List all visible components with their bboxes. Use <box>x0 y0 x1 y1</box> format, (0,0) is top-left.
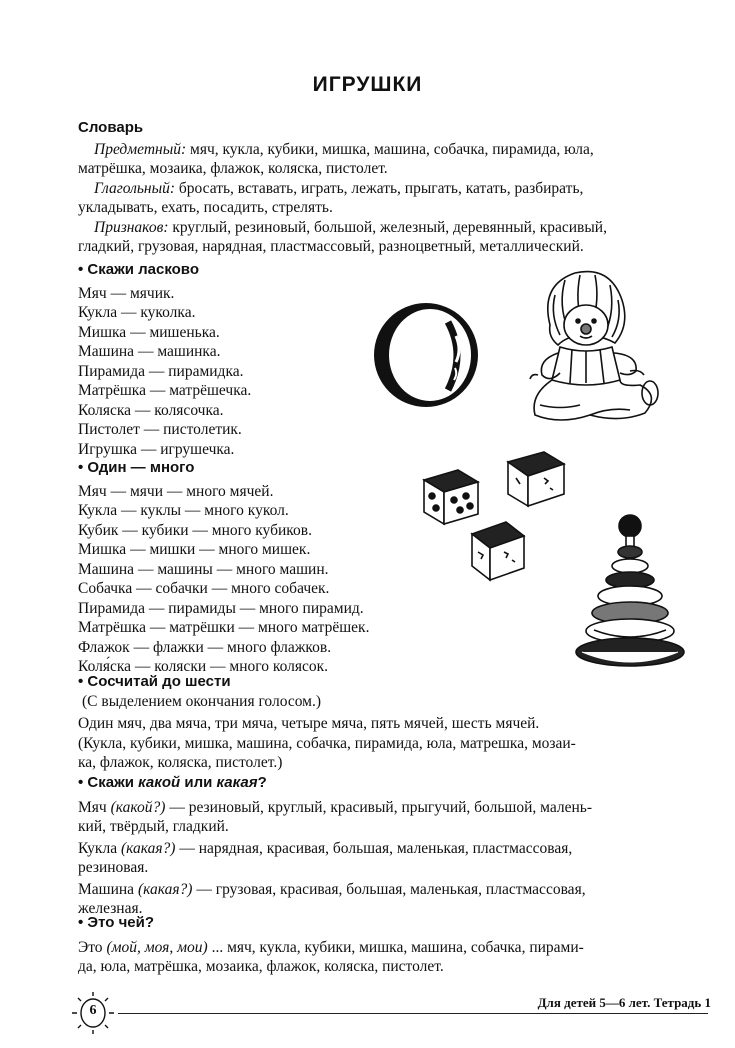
count-line-3: ка, флажок, коляска, пистолет.) <box>78 754 283 771</box>
dictionary-section <box>78 118 710 257</box>
ball-text-1: — резиновый, круглый, красивый, прыгучий, большой, малень- <box>165 798 592 816</box>
one-many-item: Пирамида — пирамиды — много пирамид. <box>78 599 364 617</box>
attr-label: Признаков: <box>94 218 169 236</box>
doll-illustration <box>520 265 670 430</box>
whose-line-1 <box>78 938 710 958</box>
ball-word: Мяч <box>78 798 111 816</box>
one-many-item: Коля́ска — коляски — много колясок. <box>78 658 329 675</box>
affectionate-item: Коляска — колясочка. <box>78 401 224 419</box>
count-heading: • Сосчитай до шести <box>78 673 231 690</box>
one-many-item: Мяч — мячи — много мячей. <box>78 482 274 500</box>
page-number: 6 <box>89 1003 97 1018</box>
one-many-item: Кукла — куклы — много кукол. <box>78 502 289 519</box>
affectionate-item: Матрёшка — матрёшечка. <box>78 382 252 399</box>
car-question: (какая?) <box>137 880 193 898</box>
affectionate-item: Машина — машинка. <box>78 343 221 360</box>
count-section <box>78 672 710 773</box>
verb-text-1: бросать, вставать, играть, лежать, прыгать, катать, разбирать, <box>175 179 584 197</box>
which-heading-pre: • Скажи <box>78 774 139 791</box>
footer-caption: Для детей 5—6 лет. Тетрадь 1 <box>537 995 711 1010</box>
affectionate-item: Пистолет — пистолетик. <box>78 421 242 438</box>
ball-line-2: кий, твёрдый, гладкий. <box>78 818 229 835</box>
count-line-1: Один мяч, два мяча, три мяча, четыре мяча, пять мячей, шесть мячей. <box>78 715 540 732</box>
doll-word: Кукла <box>78 839 121 857</box>
affectionate-item: Пирамида — пирамидка. <box>78 362 244 380</box>
affectionate-item: Мишка — мишенька. <box>78 323 220 341</box>
affectionate-item: Игрушка — игрушечка. <box>78 440 235 458</box>
one-many-item: Кубик — кубики — много кубиков. <box>78 521 312 539</box>
verb-line-2: укладывать, ехать, посадить, стрелять. <box>78 199 333 216</box>
car-word: Машина <box>78 880 138 898</box>
attr-line-2: гладкий, грузовая, нарядная, пластмассовый, разноцветный, металлический. <box>78 238 584 255</box>
which-section <box>78 773 710 919</box>
attr-line-1 <box>78 218 710 238</box>
doll-text-1: — нарядная, красивая, большая, маленькая, пластмассовая, <box>175 839 573 857</box>
whose-line-2: да, юла, матрёшка, мозаика, флажок, коляска, пистолет. <box>78 958 444 975</box>
page-title: ИГРУШКИ <box>312 73 423 96</box>
which-heading-post: ? <box>257 774 267 791</box>
ball-line-1 <box>78 798 710 818</box>
one-many-item: Флажок — флажки — много флажков. <box>78 638 332 656</box>
one-many-heading: • Один — много <box>78 459 195 476</box>
count-note: (С выделением окончания голосом.) <box>82 692 322 710</box>
verb-label: Глагольный: <box>94 179 176 197</box>
subject-line-2: матрёшка, мозаика, флажок, коляска, пистолет. <box>78 160 388 177</box>
one-many-item: Собачка — собачки — много собачек. <box>78 580 330 597</box>
cubes-illustration <box>420 448 580 596</box>
count-line-2: (Кукла, кубики, мишка, машина, собачка, пирамида, юла, матрешка, мозаи- <box>78 734 576 752</box>
affectionate-item: Мяч — мячик. <box>78 284 175 302</box>
affectionate-list <box>78 284 378 460</box>
car-line-1 <box>78 880 710 900</box>
which-heading-q1: какой <box>138 774 181 791</box>
ball-illustration <box>370 300 482 410</box>
ball-question: (какой?) <box>110 798 166 816</box>
doll-line-2: резиновая. <box>78 859 149 876</box>
one-many-item: Мишка — мишки — много мишек. <box>78 541 311 558</box>
whose-section <box>78 913 710 977</box>
attr-text-1: круглый, резиновый, большой, железный, деревянный, красивый, <box>168 218 607 236</box>
footer-rule <box>118 1013 708 1014</box>
page-number-sun <box>70 990 116 1036</box>
whose-question: (мой, моя, мои) <box>106 938 208 956</box>
one-many-section <box>78 458 438 677</box>
which-heading <box>78 773 710 793</box>
whose-word: Это <box>78 938 107 956</box>
doll-question: (какая?) <box>120 839 176 857</box>
doll-line-1 <box>78 839 710 859</box>
pyramid-toy-illustration <box>572 512 692 672</box>
dictionary-heading: Словарь <box>78 119 144 136</box>
which-heading-q2: какая <box>216 774 258 791</box>
car-text-1: — грузовая, красивая, большая, маленькая, пластмассовая, <box>192 880 586 898</box>
whose-heading: • Это чей? <box>78 914 155 931</box>
one-many-item: Матрёшка — матрёшки — много матрёшек. <box>78 619 370 636</box>
whose-text-1: ... мяч, кукла, кубики, мишка, машина, собачка, пирами- <box>207 938 584 956</box>
car-line-2: железная. <box>78 900 143 917</box>
affectionate-heading: • Скажи ласково <box>78 261 199 278</box>
which-heading-mid: или <box>180 774 217 791</box>
affectionate-section <box>78 260 378 459</box>
subject-label: Предметный: <box>94 140 187 158</box>
subject-text-1: мяч, кукла, кубики, мишка, машина, собачка, пирамида, юла, <box>186 140 594 158</box>
affectionate-item: Кукла — куколка. <box>78 304 196 321</box>
subject-line-1 <box>78 140 710 160</box>
one-many-item: Машина — машины — много машин. <box>78 560 329 578</box>
verb-line-1 <box>78 179 710 199</box>
one-many-list <box>78 482 438 677</box>
